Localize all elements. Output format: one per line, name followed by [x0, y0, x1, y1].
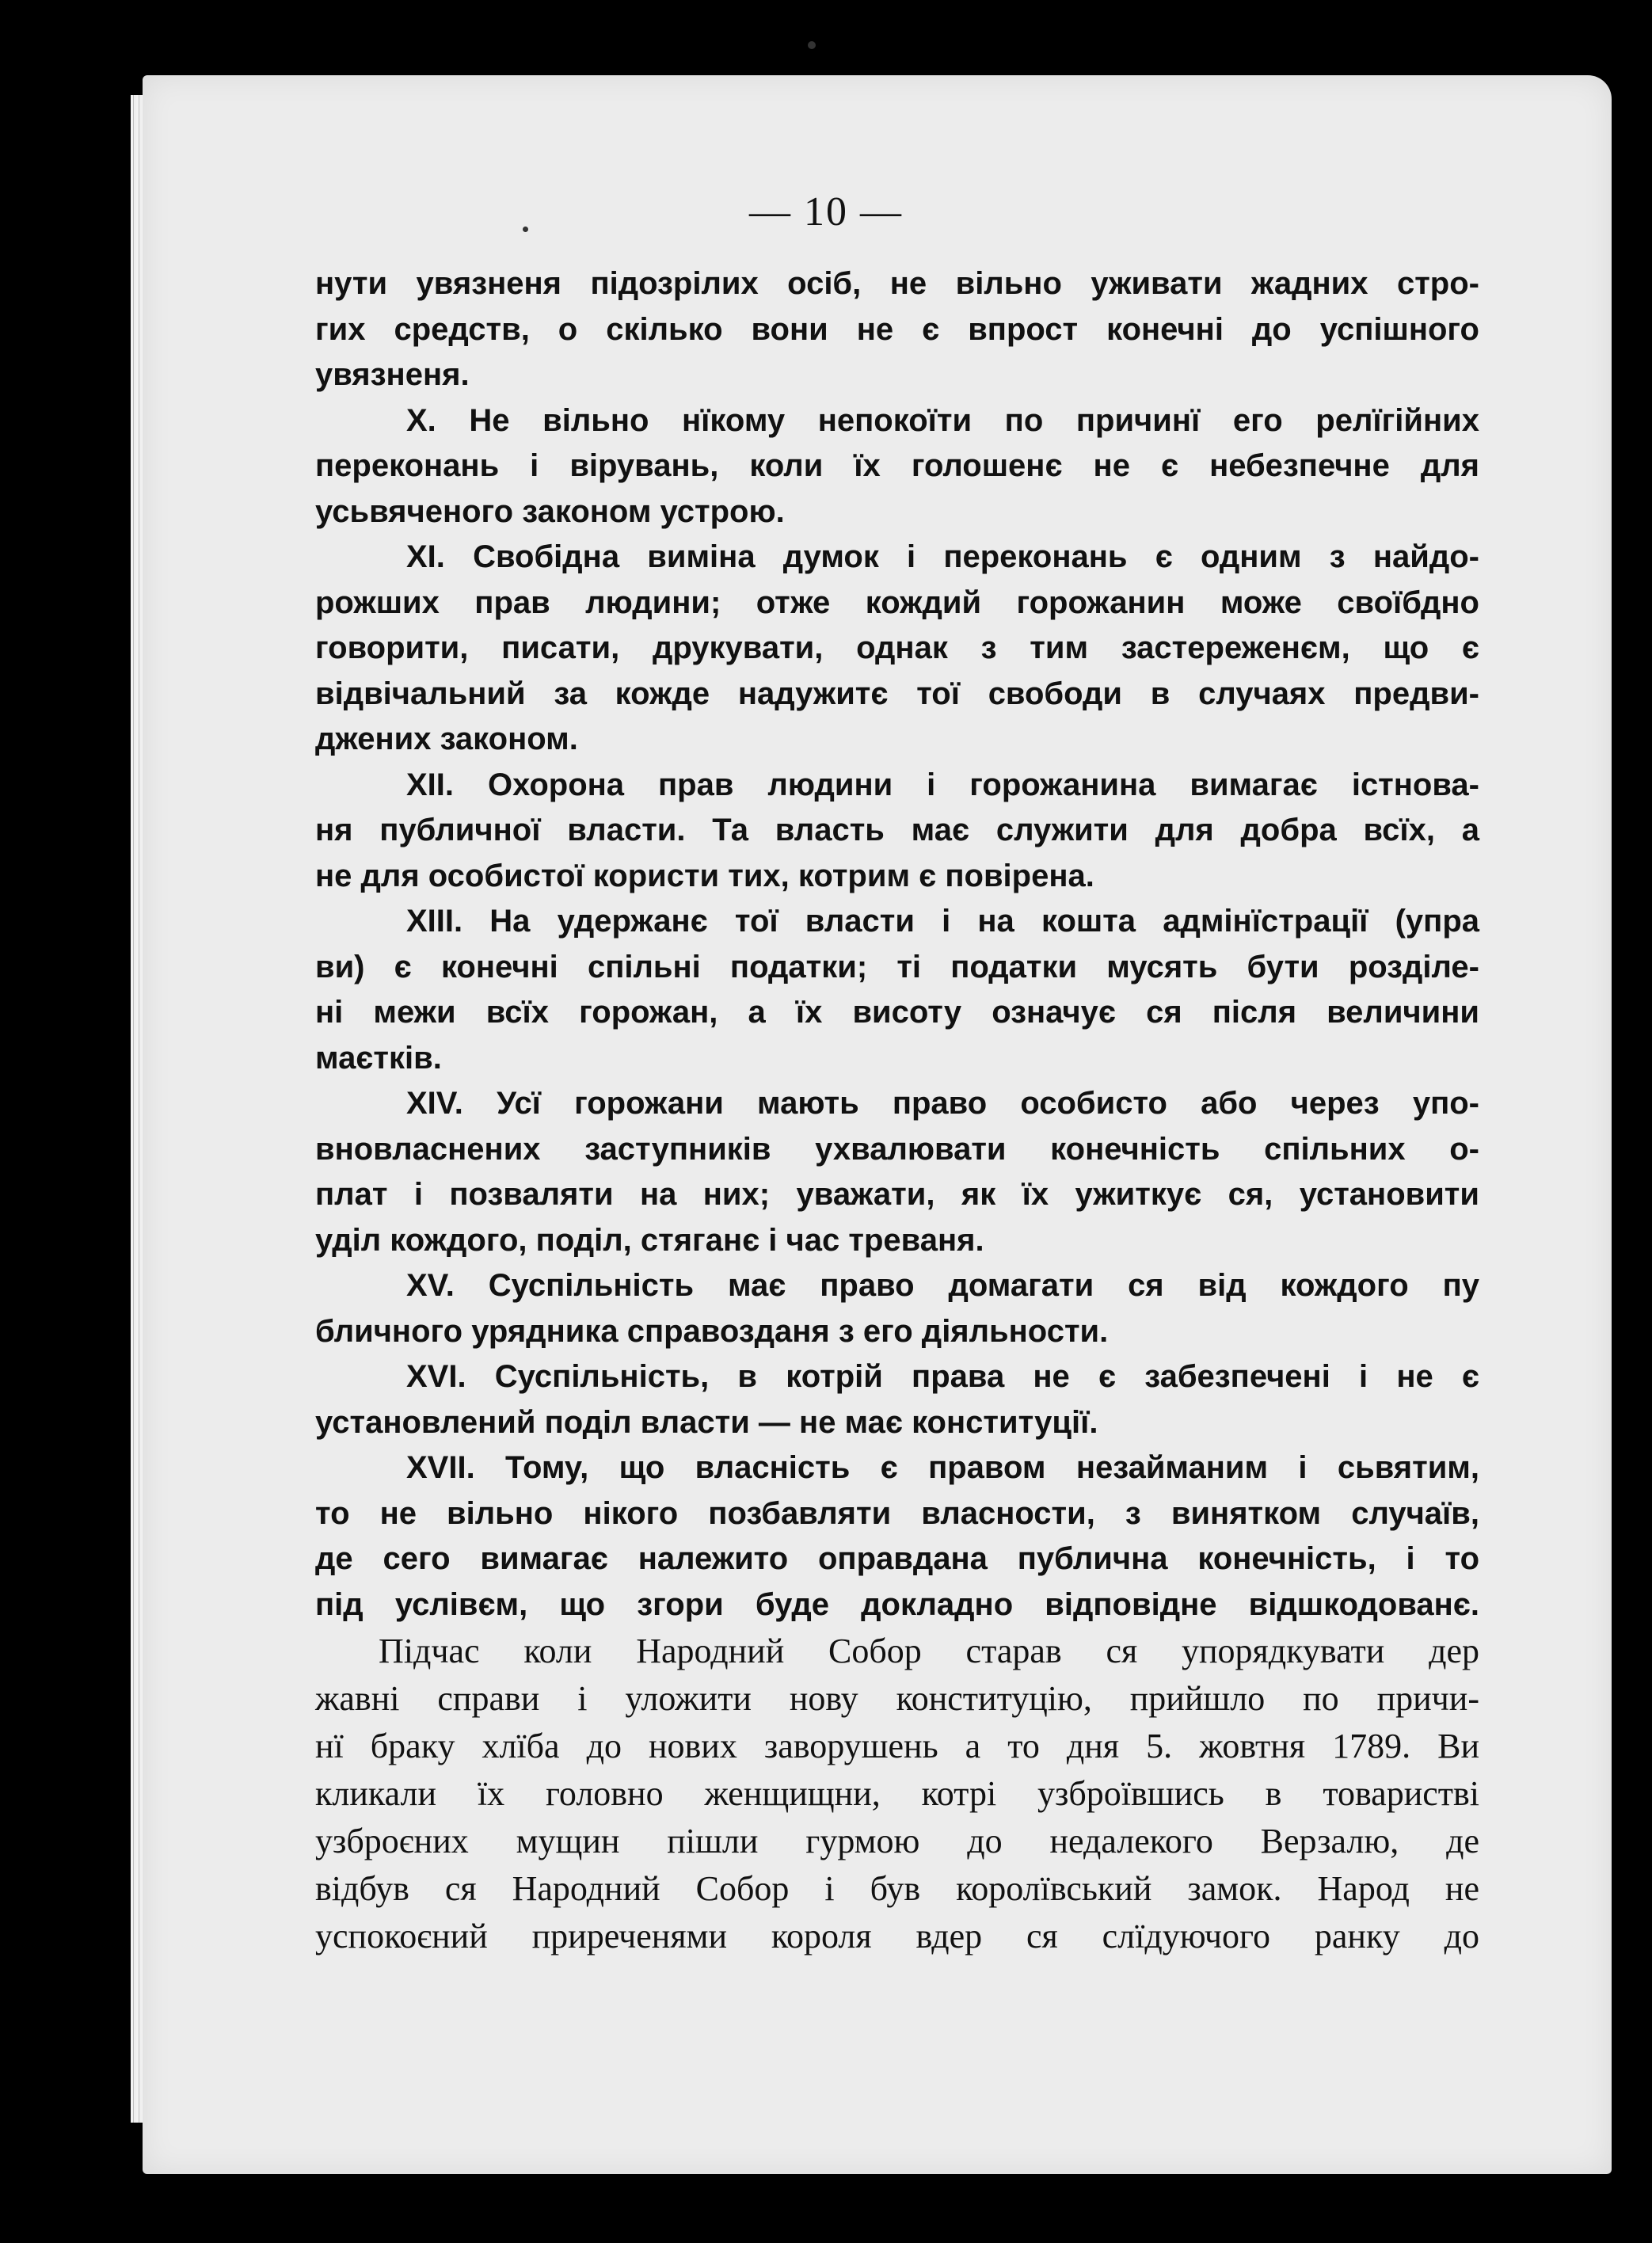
article-xi-heading-line: XI. Свобідна виміна думок і переконань є одним з найдо- — [406, 539, 1479, 574]
text-line: увязненя. — [315, 357, 470, 392]
narrative-line: успокоєний приреченями короля вдер ся слїдуючого ранку до — [315, 1917, 1479, 1955]
text-line: то не вільно нікого позбавляти власности, з винятком случаїв, — [315, 1495, 1479, 1531]
text-line: рожших прав людини; отже кождий горожанин може своїбдно — [315, 585, 1479, 620]
narrative-line: кликали їх головно женщищни, котрі узброївшись в товаристві — [315, 1774, 1479, 1813]
narrative-line: відбув ся Народний Собор і був королївський замок. Народ не — [315, 1869, 1479, 1908]
text-line: під услівєм, що згори буде докладно відповідне відшкодованє. — [315, 1586, 1479, 1622]
text-line: не для особистої користи тих, котрим є повірена. — [315, 858, 1094, 893]
text-line: переконань і вірувань, коли їх голошенє не є небезпечне для — [315, 448, 1479, 483]
text-line: усьвяченого законом устрою. — [315, 493, 785, 529]
article-x-heading-line: X. Не вільно нїкому непокоїти по причинї его релїгійних — [406, 402, 1479, 438]
text-line: уділ кождого, поділ, стяганє і час треваня. — [315, 1222, 984, 1258]
article-xvi-heading-line: XVI. Суспільність, в котрій права не є забезпечені і не є — [406, 1359, 1479, 1394]
text-line: де сего вимагає належито оправдана публична конечність, і то — [315, 1541, 1479, 1576]
narrative-line: нї браку хлїба до нових заворушень а то дня 5. жовтня 1789. Ви — [315, 1727, 1479, 1765]
text-line: маєтків. — [315, 1040, 442, 1076]
scan-speck — [808, 41, 816, 49]
narrative-line: узброєних мущин пішли гурмою до недалекого Верзалю, де — [315, 1822, 1479, 1860]
text-line: установлений поділ власти — не має конституції. — [315, 1404, 1098, 1440]
text-line: ви) є конечні спільні податки; ті податки мусять бути розділе- — [315, 949, 1479, 984]
article-xiv-heading-line: XIV. Усї горожани мають право особисто або через упо- — [406, 1086, 1479, 1121]
article-xv-heading-line: XV. Суспільність має право домагати ся від кождого пу — [406, 1268, 1479, 1303]
text-line: говорити, писати, друкувати, однак з тим застереженєм, що є — [315, 630, 1479, 665]
text-line: ні межи всїх горожан, а їх висоту означує ся після величини — [315, 995, 1479, 1030]
text-line: плат і позваляти на них; уважати, як їх ужиткує ся, установити — [315, 1177, 1479, 1212]
article-xii-heading-line: XII. Охорона прав людини і горожанина вимагає істнова- — [406, 767, 1479, 802]
scan-speck — [523, 227, 528, 232]
text-line: відвічальний за кожде надужитє тої свободи в случаях предви- — [315, 676, 1479, 711]
narrative-line: жавні справи і уложити нову конституцію, прийшло по причи- — [315, 1679, 1479, 1718]
text-line: ня публичної власти. Та власть має служити для добра всїх, а — [315, 813, 1479, 847]
narrative-line: Підчас коли Народний Собор старав ся упорядкувати дер — [379, 1632, 1479, 1670]
text-line: нути увязненя підозрілих осіб, не вільно уживати жадних стро- — [315, 266, 1479, 301]
text-line: вновласнених заступників ухвалювати конечність спільних о- — [315, 1131, 1479, 1167]
text-line: гих средств, о скілько вони не є впрост конечні до успішного — [315, 311, 1479, 347]
text-line: джених законом. — [315, 722, 578, 756]
page-number: — 10 — — [749, 189, 903, 234]
document-body — [315, 261, 1479, 1960]
article-xiii-heading-line: XIII. На удержанє тої власти і на кошта адмінїстрації (упра — [406, 904, 1479, 939]
text-line: бличного урядника справозданя з его діяльности. — [315, 1313, 1109, 1349]
article-xvii-heading-line: XVII. Тому, що власність є правом незайманим і сьвятим, — [406, 1450, 1479, 1485]
